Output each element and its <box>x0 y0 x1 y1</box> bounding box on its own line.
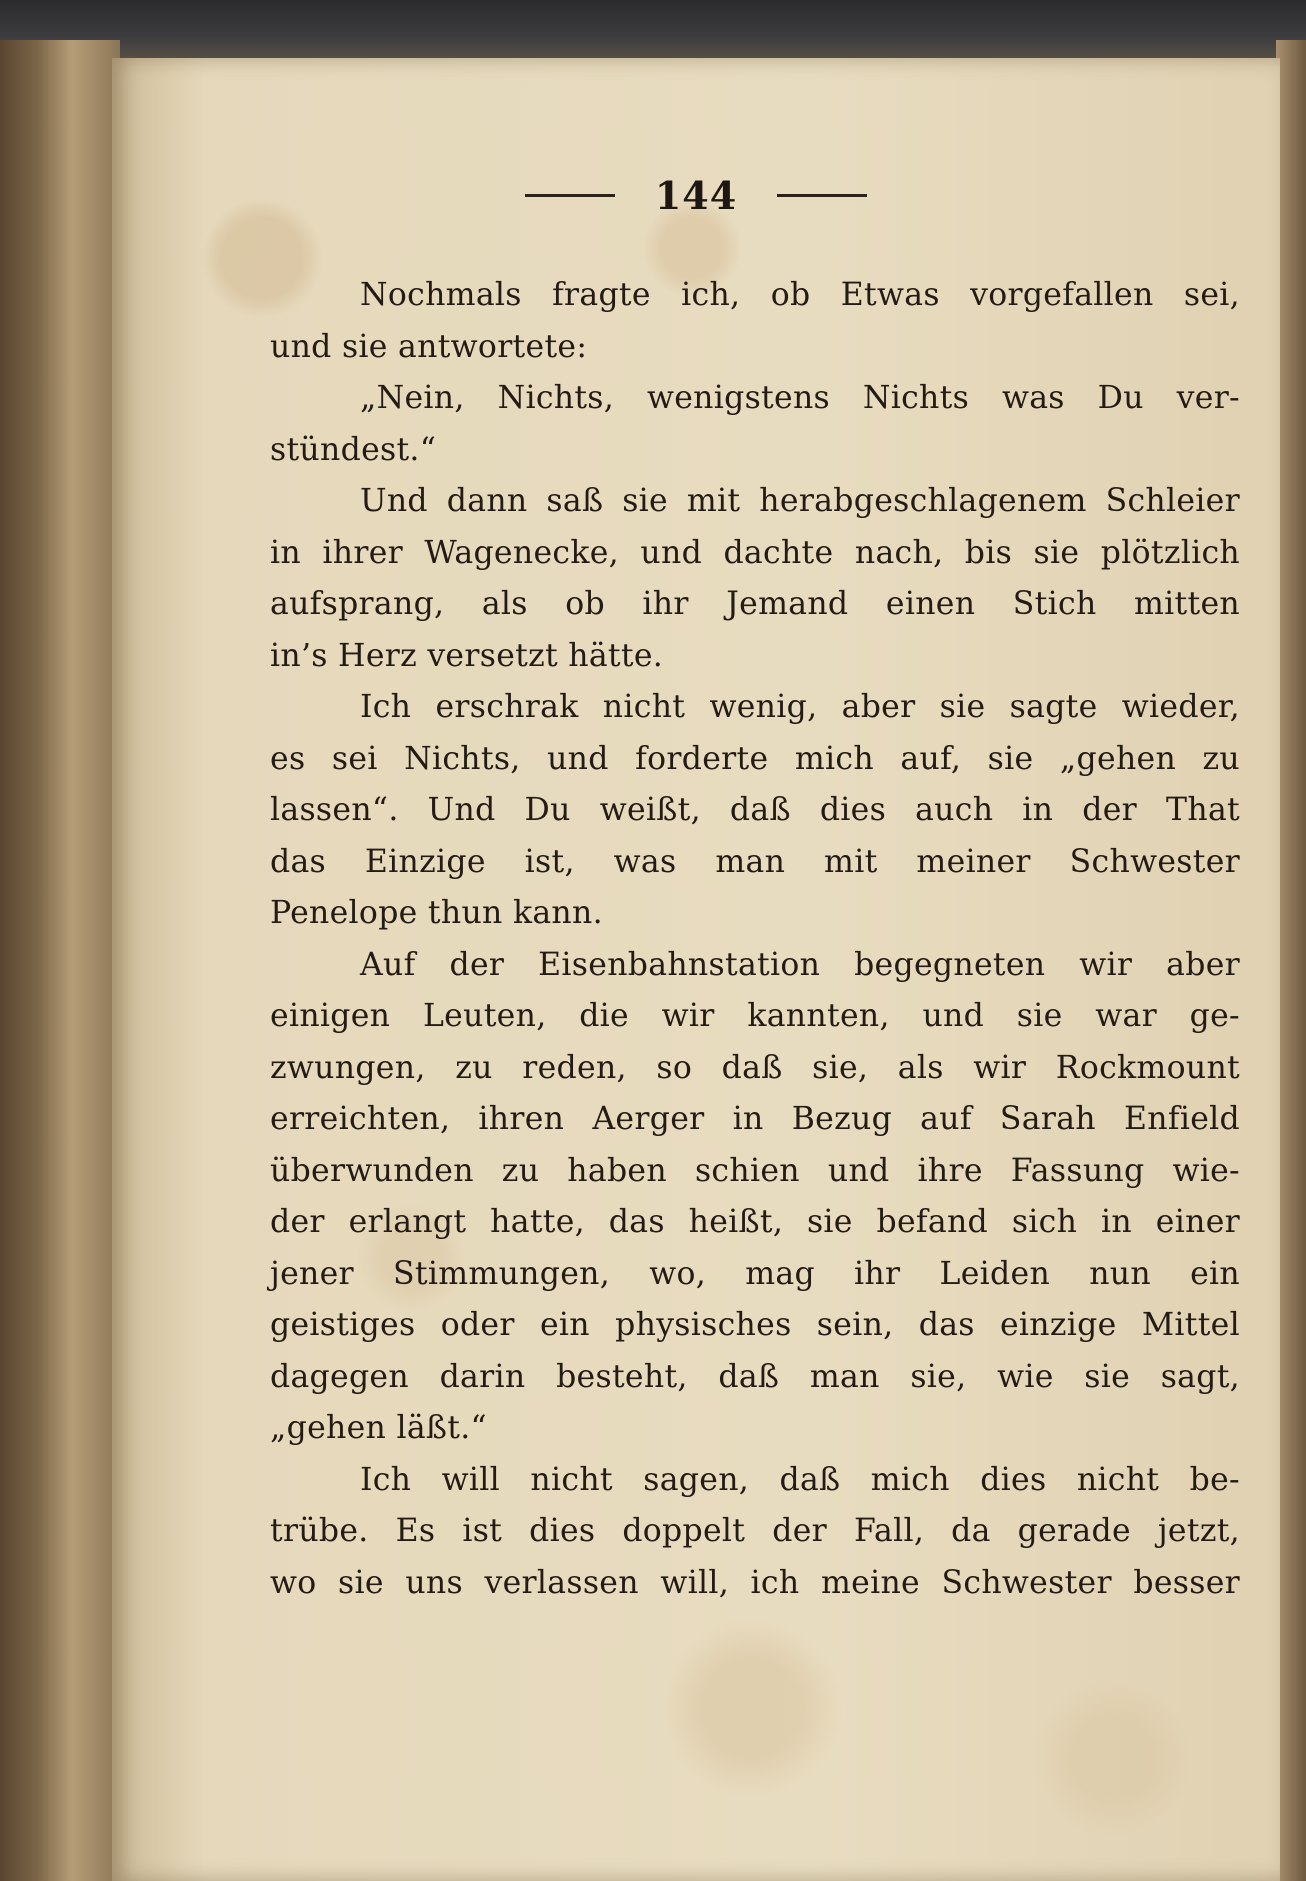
text-line: Auf der Eisenbahnstation begegneten wir aber <box>360 946 1240 983</box>
text-line: aufsprang, als ob ihr Jemand einen Stich mitten <box>270 586 1240 622</box>
text-line: „Nein, Nichts, wenigstens Nichts was Du ver- <box>360 380 1240 416</box>
book-page <box>112 58 1280 1881</box>
text-line: Ich will nicht sagen, daß mich dies nicht be- <box>360 1461 1240 1498</box>
text-line: dagegen darin besteht, daß man sie, wie sie sagt, <box>270 1358 1240 1395</box>
text-line: überwunden zu haben schien und ihre Fassung wie- <box>270 1152 1240 1189</box>
header-rule-left <box>525 194 615 197</box>
text-line: zwungen, zu reden, so daß sie, als wir Rockmount <box>270 1049 1240 1086</box>
text-line: Und dann saß sie mit herabgeschlagenem Schleier <box>360 483 1240 519</box>
text-line: „gehen läßt.“ <box>270 1410 487 1446</box>
page-number: 144 <box>654 173 738 218</box>
text-line: stündest.“ <box>270 431 437 468</box>
book-right-edge <box>1276 40 1306 1881</box>
text-line: trübe. Es ist dies doppelt der Fall, da gerade jetzt, <box>270 1513 1240 1549</box>
text-line: Ich erschrak nicht wenig, aber sie sagte wieder, <box>360 689 1240 725</box>
page-header <box>112 173 1280 233</box>
text-line: in ihrer Wagenecke, und dachte nach, bis sie plötzlich <box>270 534 1240 571</box>
text-line: der erlangt hatte, das heißt, sie befand sich in einer <box>270 1204 1240 1240</box>
text-line: das Einzige ist, was man mit meiner Schwester <box>270 843 1240 880</box>
text-line: geistiges oder ein physisches sein, das einzige Mittel <box>270 1307 1240 1343</box>
text-line: es sei Nichts, und forderte mich auf, sie „gehen zu <box>270 740 1240 777</box>
text-line: einigen Leuten, die wir kannten, und sie war ge- <box>270 998 1240 1034</box>
book-page-edges <box>0 40 120 1881</box>
body-text <box>270 270 1240 1609</box>
text-line: wo sie uns verlassen will, ich meine Schwester besser <box>270 1564 1240 1601</box>
text-line: jener Stimmungen, wo, mag ihr Leiden nun ein <box>270 1255 1240 1292</box>
text-line: Penelope thun kann. <box>270 895 603 931</box>
text-line: erreichten, ihren Aerger in Bezug auf Sarah Enfield <box>270 1101 1240 1137</box>
book-cover-top <box>0 0 1306 62</box>
text-line: in’s Herz versetzt hätte. <box>270 637 664 674</box>
text-line: lassen“. Und Du weißt, daß dies auch in der That <box>270 792 1240 828</box>
text-line: Nochmals fragte ich, ob Etwas vorgefallen sei, <box>360 277 1240 313</box>
header-rule-right <box>777 194 867 197</box>
text-line: und sie antwortete: <box>270 328 588 365</box>
